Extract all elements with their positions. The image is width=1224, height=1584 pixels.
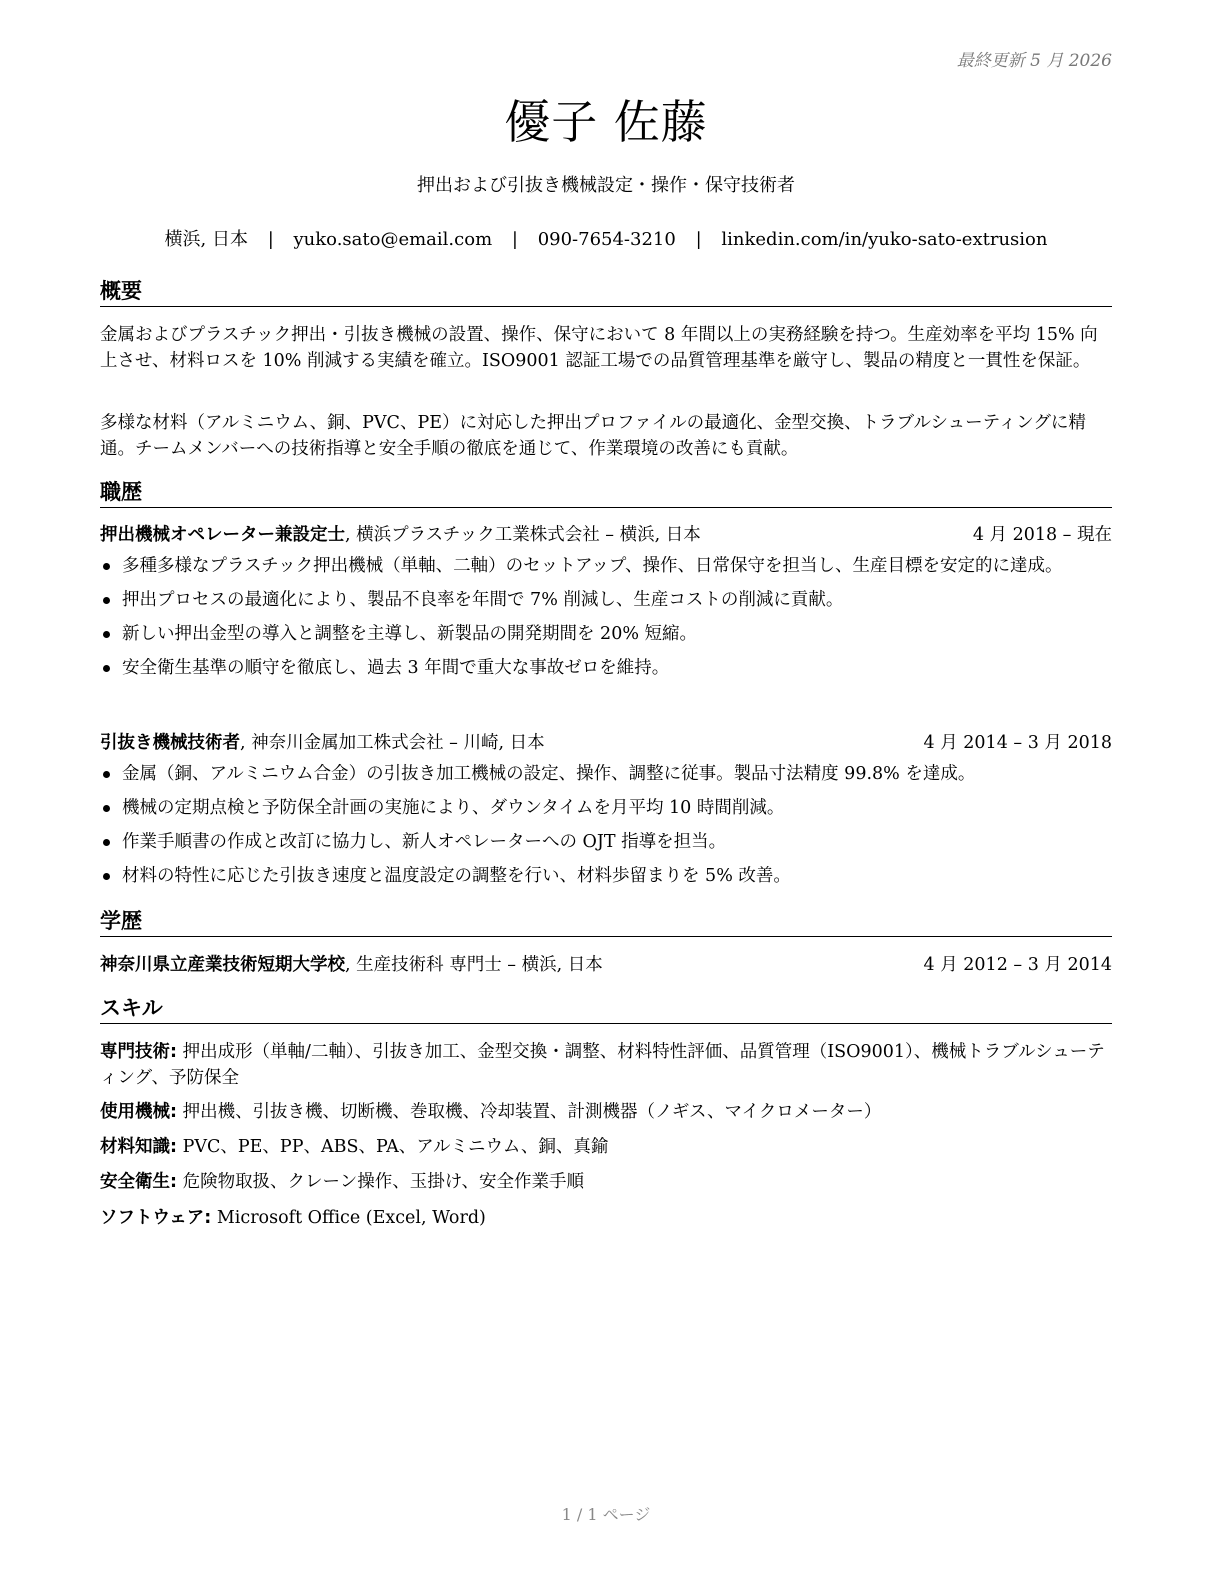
list-item: 安全衛生基準の順守を徹底し、過去 3 年間で重大な事故ゼロを維持。 xyxy=(100,655,1112,681)
job-bullets xyxy=(100,553,1112,689)
list-item: 作業手順書の作成と改訂に協力し、新人オペレーターへの OJT 指導を担当。 xyxy=(100,829,1112,855)
page-indicator: 1 / 1 ページ xyxy=(561,1505,651,1524)
skill-value: 危険物取扱、クレーン操作、玉掛け、安全作業手順 xyxy=(177,1172,585,1192)
job-org: , 神奈川金属加工株式会社 – 川崎, 日本 xyxy=(240,733,545,753)
job-role: 押出機械オペレーター兼設定士 xyxy=(100,525,345,545)
skill-label: 専門技術: xyxy=(100,1042,177,1062)
contact-separator: | xyxy=(267,229,274,250)
skill-label: 安全衛生: xyxy=(100,1172,177,1192)
skill-line xyxy=(100,1099,1112,1125)
job-header xyxy=(100,731,1112,755)
list-item: 金属（銅、アルミニウム合金）の引抜き加工機械の設定、操作、調整に従事。製品寸法精度 99.8% を達成。 xyxy=(100,761,1112,787)
job-bullets xyxy=(100,761,1112,897)
list-item: 押出プロセスの最適化により、製品不良率を年間で 7% 削減し、生産コストの削減に貢献。 xyxy=(100,587,1112,613)
list-item: 材料の特性に応じた引抜き速度と温度設定の調整を行い、材料歩留まりを 5% 改善。 xyxy=(100,863,1112,889)
education-line xyxy=(100,953,603,977)
contact-phone: 090-7654-3210 xyxy=(537,229,676,250)
candidate-name: 優子 佐藤 xyxy=(504,95,708,149)
section-title-skills: スキル xyxy=(100,995,1112,1024)
contact-email[interactable]: yuko.sato@email.com xyxy=(293,229,493,250)
skill-value: 押出機、引抜き機、切断機、巻取機、冷却装置、計測機器（ノギス、マイクロメーター） xyxy=(177,1102,882,1122)
last-updated: 最終更新 5 月 2026 xyxy=(956,51,1112,71)
education-detail: , 生産技術科 専門士 – 横浜, 日本 xyxy=(345,955,603,975)
summary-paragraph-1: 金属およびプラスチック押出・引抜き機械の設置、操作、保守において 8 年間以上の実務経験を持つ。生産効率を平均 15% 向上させ、材料ロスを 10% 削減する実績を確立。ISO9001 認証工場での品質管理基準を厳守し、製品の精度と一貫性を保証。 xyxy=(100,325,1098,371)
job-title-line xyxy=(100,731,545,755)
section-title-experience: 職歴 xyxy=(100,479,1112,508)
summary-paragraph-2: 多様な材料（アルミニウム、銅、PVC、PE）に対応した押出プロファイルの最適化、金型交換、トラブルシューティングに精通。チームメンバーへの技術指導と安全手順の徹底を通じて、作業環境の改善にも貢献。 xyxy=(100,413,1086,459)
education-entry xyxy=(100,953,1112,977)
job-org: , 横浜プラスチック工業株式会社 – 横浜, 日本 xyxy=(345,525,701,545)
job-header xyxy=(100,523,1112,547)
skill-line xyxy=(100,1039,1112,1091)
skill-value: Microsoft Office (Excel, Word) xyxy=(211,1208,486,1228)
contact-separator: | xyxy=(511,229,518,250)
skill-line xyxy=(100,1169,1112,1195)
skill-line xyxy=(100,1205,1112,1231)
skill-label: 使用機械: xyxy=(100,1102,177,1122)
contact-linkedin[interactable]: linkedin.com/in/yuko-sato-extrusion xyxy=(721,229,1048,250)
contact-location: 横浜, 日本 xyxy=(164,229,248,250)
section-title-education: 学歴 xyxy=(100,908,1112,937)
list-item: 機械の定期点検と予防保全計画の実施により、ダウンタイムを月平均 10 時間削減。 xyxy=(100,795,1112,821)
contact-separator: | xyxy=(695,229,702,250)
education-dates: 4 月 2012 – 3 月 2014 xyxy=(923,955,1112,975)
skill-value: PVC、PE、PP、ABS、PA、アルミニウム、銅、真鍮 xyxy=(177,1137,609,1157)
section-title-summary: 概要 xyxy=(100,278,1112,307)
job-role: 引抜き機械技術者 xyxy=(100,733,240,753)
skill-line xyxy=(100,1134,1112,1160)
job-title-line xyxy=(100,523,701,547)
headline: 押出および引抜き機械設定・操作・保守技術者 xyxy=(417,175,795,196)
resume-page xyxy=(100,0,1112,1584)
school-name: 神奈川県立産業技術短期大学校 xyxy=(100,955,345,975)
job-dates: 4 月 2014 – 3 月 2018 xyxy=(923,733,1112,753)
skill-value: 押出成形（単軸/二軸）、引抜き加工、金型交換・調整、材料特性評価、品質管理（ISO9001）、機械トラブルシューティング、予防保全 xyxy=(100,1042,1105,1088)
job-dates: 4 月 2018 – 現在 xyxy=(972,525,1112,545)
contact-line xyxy=(100,225,1112,251)
list-item: 新しい押出金型の導入と調整を主導し、新製品の開発期間を 20% 短縮。 xyxy=(100,621,1112,647)
skill-label: 材料知識: xyxy=(100,1137,177,1157)
skill-label: ソフトウェア: xyxy=(100,1208,212,1228)
list-item: 多種多様なプラスチック押出機械（単軸、二軸）のセットアップ、操作、日常保守を担当し、生産目標を安定的に達成。 xyxy=(100,553,1112,579)
